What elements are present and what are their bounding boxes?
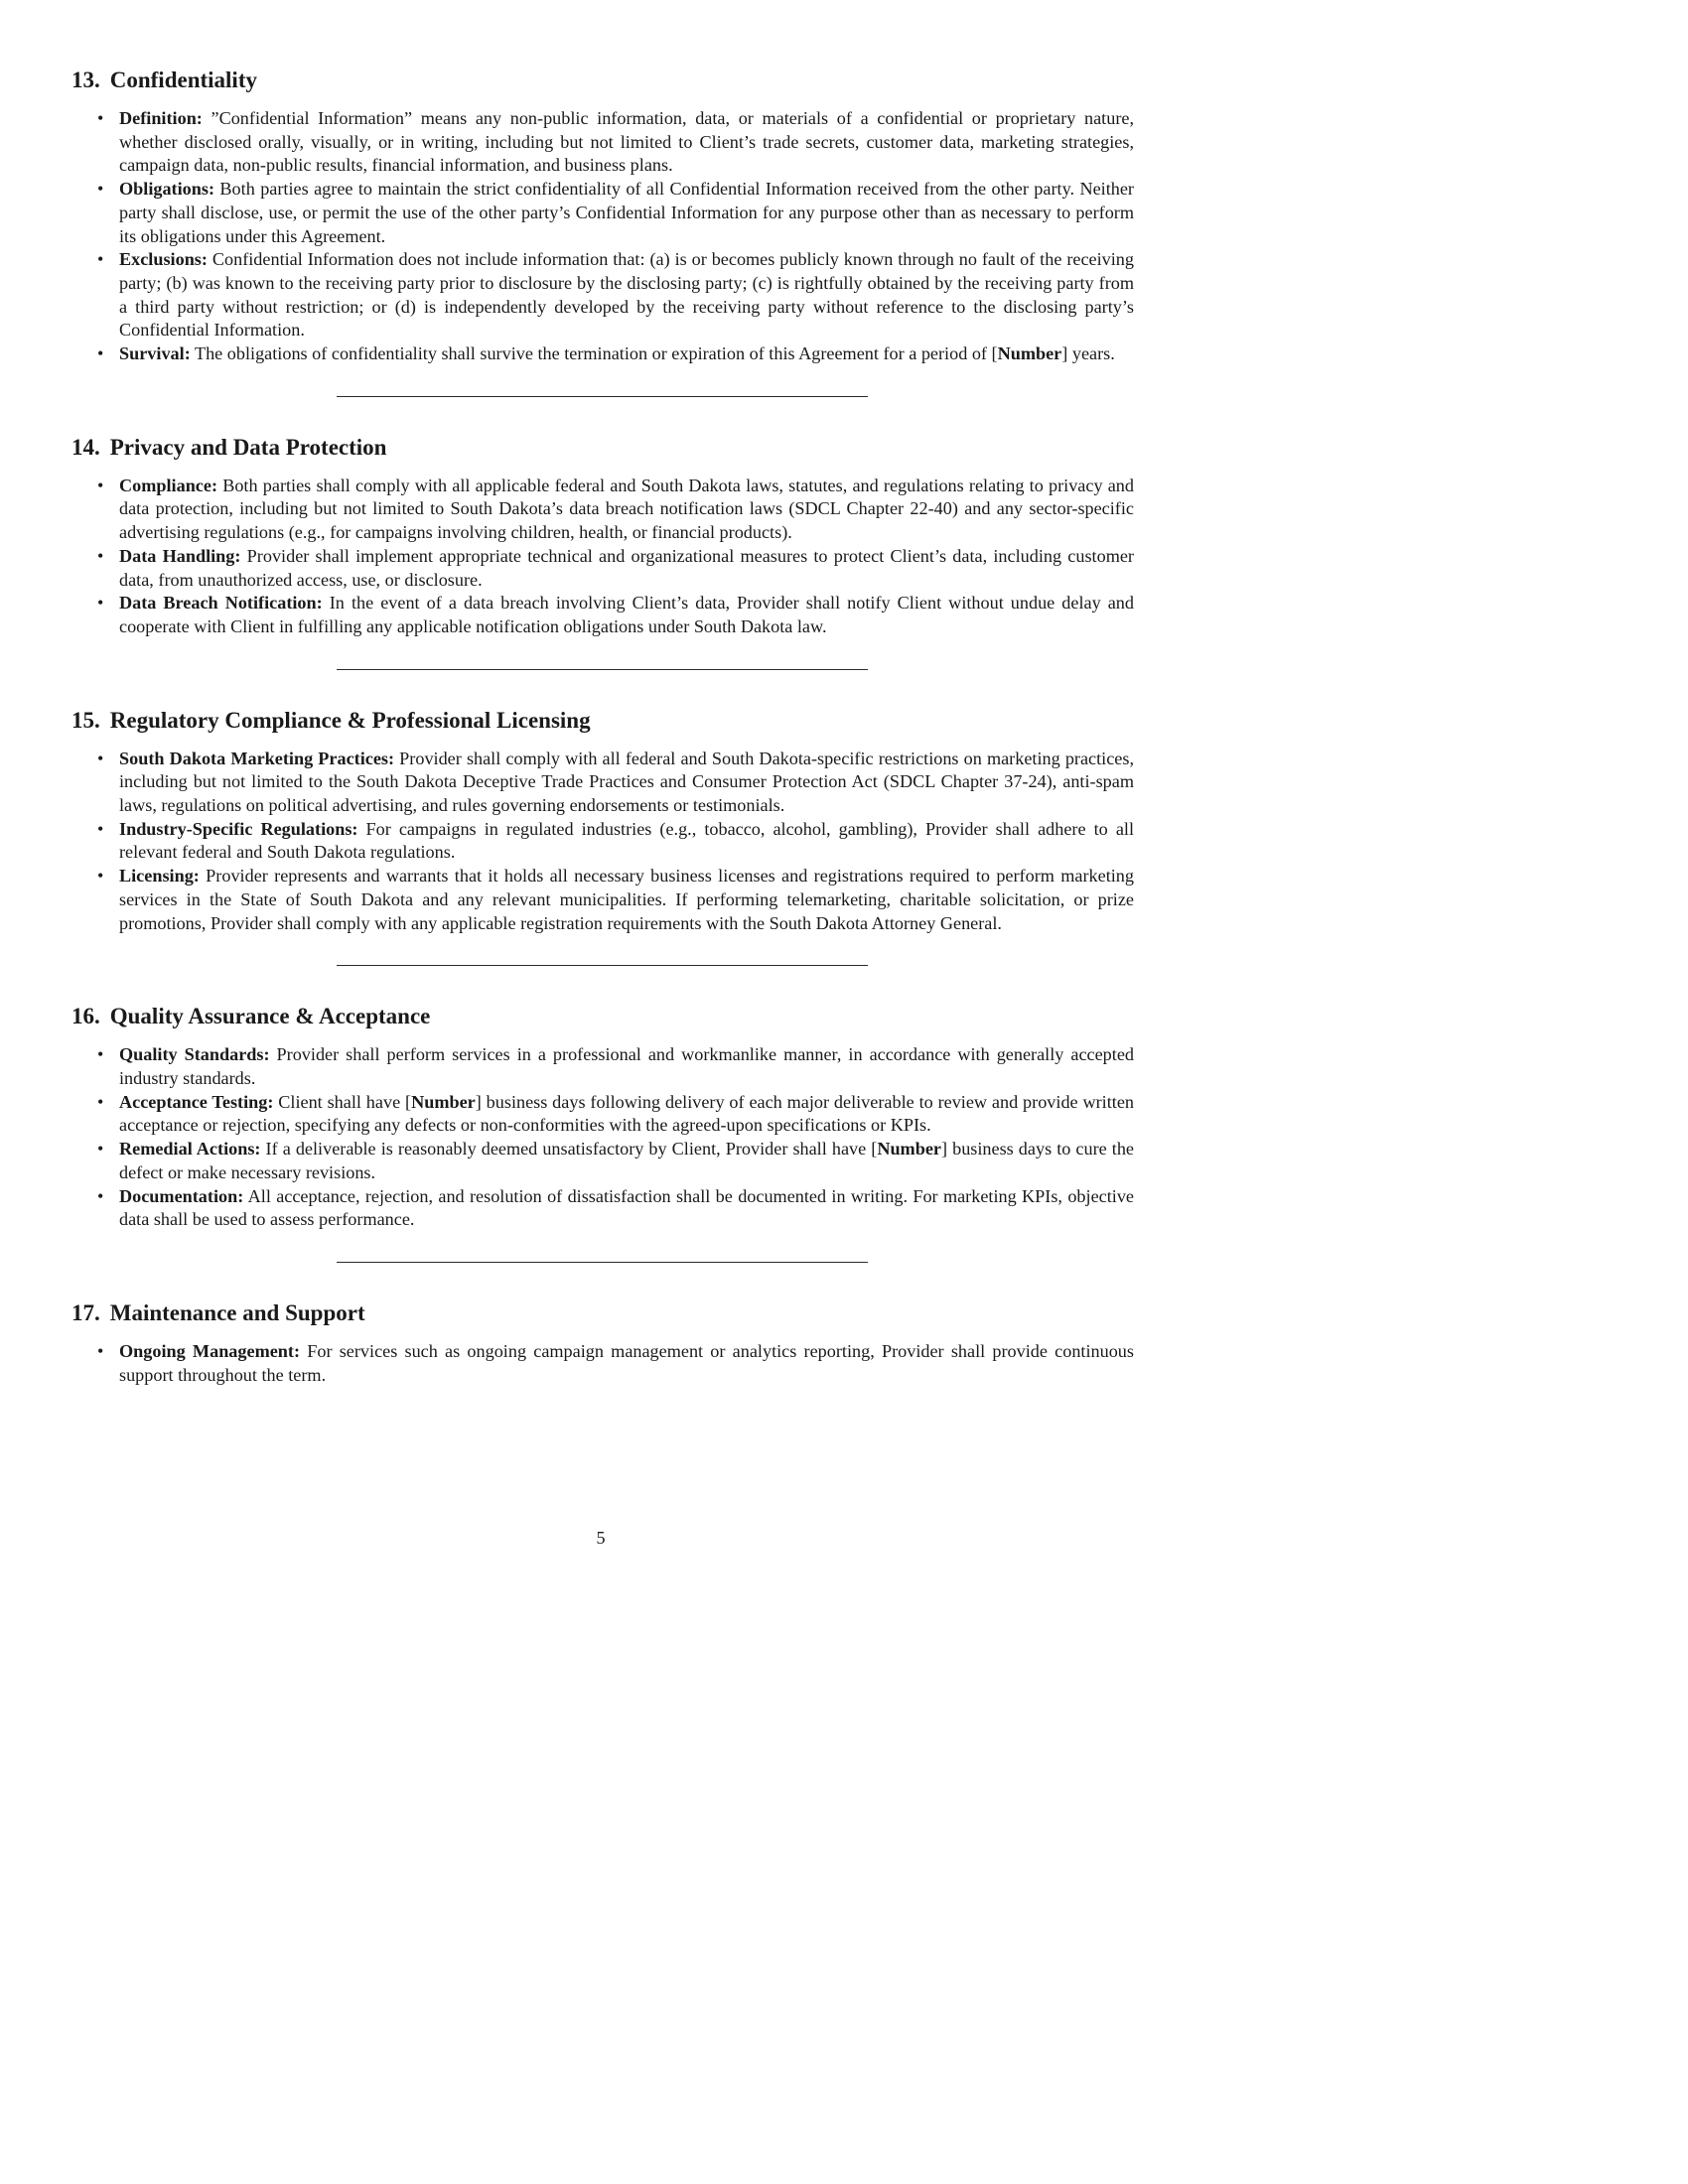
clause-text: For campaigns in regulated industries (e.g., tobacco, alcohol, gambling), Provider shall adhere to all relevant federal and South Dakota regulations.: [119, 818, 1134, 863]
clause-term: Compliance:: [119, 475, 218, 495]
section-maintenance-support: [71, 1298, 1134, 1387]
section-title: Confidentiality: [109, 68, 257, 92]
clause-item: [97, 107, 1134, 178]
clause-item: [97, 178, 1134, 248]
clause-text: The obligations of confidentiality shall survive the termination or expiration of this Agreement for a period of [: [190, 343, 998, 364]
clause-term: Acceptance Testing:: [119, 1091, 274, 1112]
bullet-icon: •: [97, 748, 104, 768]
clause-text: Confidential Information does not include information that: (a) is or becomes publicly known through no fault of the receiving party; (b) was known to the receiving party prior to disclosure by the disclosing party; (c) is rightfully obtained by the receiving party from a third party without restriction; or (d) is independently developed by the receiving party without reference to the disclosing party’s Confidential Information.: [119, 249, 1134, 341]
clause-term: Documentation:: [119, 1185, 244, 1206]
clause-text: Provider shall implement appropriate technical and organizational measures to protect Client’s data, including customer data, from unauthorized access, use, or disclosure.: [119, 545, 1134, 590]
clause-list: [71, 748, 1134, 936]
section-number: 16.: [71, 1004, 100, 1029]
section-heading: [71, 1002, 1134, 1031]
bullet-icon: •: [97, 1044, 104, 1065]
clause-text: ”Confidential Information” means any non-public information, data, or materials of a confidential or proprietary nature, whether disclosed orally, visually, or in writing, including but not limited to Client’s trade secrets, customer data, marketing strategies, campaign data, non-public results, financial information, and business plans.: [119, 108, 1134, 176]
section-number: 17.: [71, 1299, 100, 1325]
placeholder-field: Number: [411, 1091, 476, 1112]
section-number: 15.: [71, 707, 100, 733]
section-divider: [337, 1262, 868, 1263]
clause-item: [97, 342, 1134, 366]
clause-term: Quality Standards:: [119, 1044, 270, 1065]
clause-text: ] business days to cure the defect or make necessary revisions.: [119, 1139, 1134, 1182]
section-heading: [71, 433, 1134, 463]
clause-list: [71, 475, 1134, 639]
placeholder-field: Number: [877, 1139, 941, 1160]
section-quality-assurance: [71, 1002, 1134, 1232]
bullet-icon: •: [97, 108, 104, 128]
section-divider: [337, 965, 868, 966]
document-page: [71, 66, 1134, 1387]
clause-item: [97, 1185, 1134, 1232]
clause-term: Data Handling:: [119, 545, 241, 566]
bullet-icon: •: [97, 475, 104, 495]
clause-item: [97, 248, 1134, 342]
section-heading: [71, 1298, 1134, 1328]
clause-item: [97, 1091, 1134, 1138]
bullet-icon: •: [97, 1091, 104, 1112]
clause-list: [71, 107, 1134, 366]
clause-term: Definition:: [119, 108, 203, 128]
section-divider: [337, 669, 868, 670]
clause-term: Remedial Actions:: [119, 1139, 261, 1160]
clause-item: [97, 475, 1134, 545]
clause-term: Ongoing Management:: [119, 1340, 301, 1361]
clause-text: If a deliverable is reasonably deemed unsatisfactory by Client, Provider shall have [: [260, 1139, 878, 1160]
clause-text: Provider shall perform services in a professional and workmanlike manner, in accordance with generally accepted industry standards.: [119, 1044, 1134, 1088]
bullet-icon: •: [97, 343, 104, 364]
section-number: 13.: [71, 68, 100, 92]
clause-item: [97, 545, 1134, 592]
bullet-icon: •: [97, 545, 104, 566]
bullet-icon: •: [97, 1185, 104, 1206]
section-title: Maintenance and Support: [109, 1299, 365, 1325]
clause-list: [71, 1340, 1134, 1387]
clause-text: Provider represents and warrants that it holds all necessary business licenses and registrations required to perform marketing services in the State of South Dakota and any relevant municipalities. If performing telemarketing, charitable solicitation, or prize promotions, Provider shall comply with any applicable registration requirements with the South Dakota Attorney General.: [119, 866, 1134, 933]
bullet-icon: •: [97, 249, 104, 270]
clause-term: Data Breach Notification:: [119, 593, 323, 614]
clause-term: Survival:: [119, 343, 191, 364]
placeholder-field: Number: [997, 343, 1062, 364]
clause-term: Obligations:: [119, 179, 215, 200]
clause-list: [71, 1043, 1134, 1232]
clause-term: Industry-Specific Regulations:: [119, 818, 358, 839]
clause-item: [97, 748, 1134, 818]
clause-item: [97, 1340, 1134, 1387]
clause-text: Both parties shall comply with all applicable federal and South Dakota laws, statutes, and regulations relating to privacy and data protection, including but not limited to South Dakota’s data breach notification laws (SDCL Chapter 22-40) and any sector-specific advertising regulations (e.g., for campaigns involving children, health, or financial products).: [119, 475, 1134, 543]
section-privacy: [71, 433, 1134, 639]
bullet-icon: •: [97, 818, 104, 839]
clause-term: Exclusions:: [119, 249, 208, 270]
clause-term: Licensing:: [119, 866, 200, 887]
clause-item: [97, 865, 1134, 935]
clause-text: Client shall have [: [273, 1091, 412, 1112]
clause-text: Both parties agree to maintain the strict confidentiality of all Confidential Information received from the other party. Neither party shall disclose, use, or permit the use of the other party’s Confidential Information for any purpose other than as necessary to perform its obligations under this Agreement.: [119, 179, 1134, 246]
clause-text: Provider shall comply with all federal and South Dakota-specific restrictions on marketing practices, including but not limited to the South Dakota Deceptive Trade Practices and Consumer Protection Act (SDCL Chapter 37-24), anti-spam laws, regulations on political advertising, and rules governing endorsements or testimonials.: [119, 748, 1134, 816]
clause-text: For services such as ongoing campaign management or analytics reporting, Provider shall provide continuous support throughout the term.: [119, 1340, 1134, 1385]
clause-text: ] years.: [1061, 343, 1115, 364]
clause-item: [97, 1043, 1134, 1090]
section-number: 14.: [71, 434, 100, 460]
section-title: Quality Assurance & Acceptance: [109, 1004, 431, 1029]
section-confidentiality: [71, 66, 1134, 366]
clause-text: In the event of a data breach involving Client’s data, Provider shall notify Client without undue delay and cooperate with Client in fulfilling any applicable notification obligations under South Dakota law.: [119, 593, 1134, 636]
bullet-icon: •: [97, 593, 104, 614]
bullet-icon: •: [97, 179, 104, 200]
section-title: Regulatory Compliance & Professional Licensing: [109, 707, 591, 733]
clause-text: ] business days following delivery of each major deliverable to review and provide written acceptance or rejection, specifying any defects or non-conformities with the agreed-upon specifications or KPIs.: [119, 1091, 1134, 1136]
clause-item: [97, 1138, 1134, 1184]
bullet-icon: •: [97, 1340, 104, 1361]
clause-item: [97, 592, 1134, 638]
bullet-icon: •: [97, 1139, 104, 1160]
section-title: Privacy and Data Protection: [109, 434, 387, 460]
section-heading: [71, 706, 1134, 736]
section-heading: [71, 66, 1134, 95]
clause-term: South Dakota Marketing Practices:: [119, 748, 395, 768]
section-divider: [337, 396, 868, 397]
bullet-icon: •: [97, 866, 104, 887]
clause-text: All acceptance, rejection, and resolution of dissatisfaction shall be documented in writing. For marketing KPIs, objective data shall be used to assess performance.: [119, 1185, 1134, 1230]
page-number: 5: [596, 1528, 606, 1548]
clause-item: [97, 818, 1134, 865]
section-regulatory-compliance: [71, 706, 1134, 936]
